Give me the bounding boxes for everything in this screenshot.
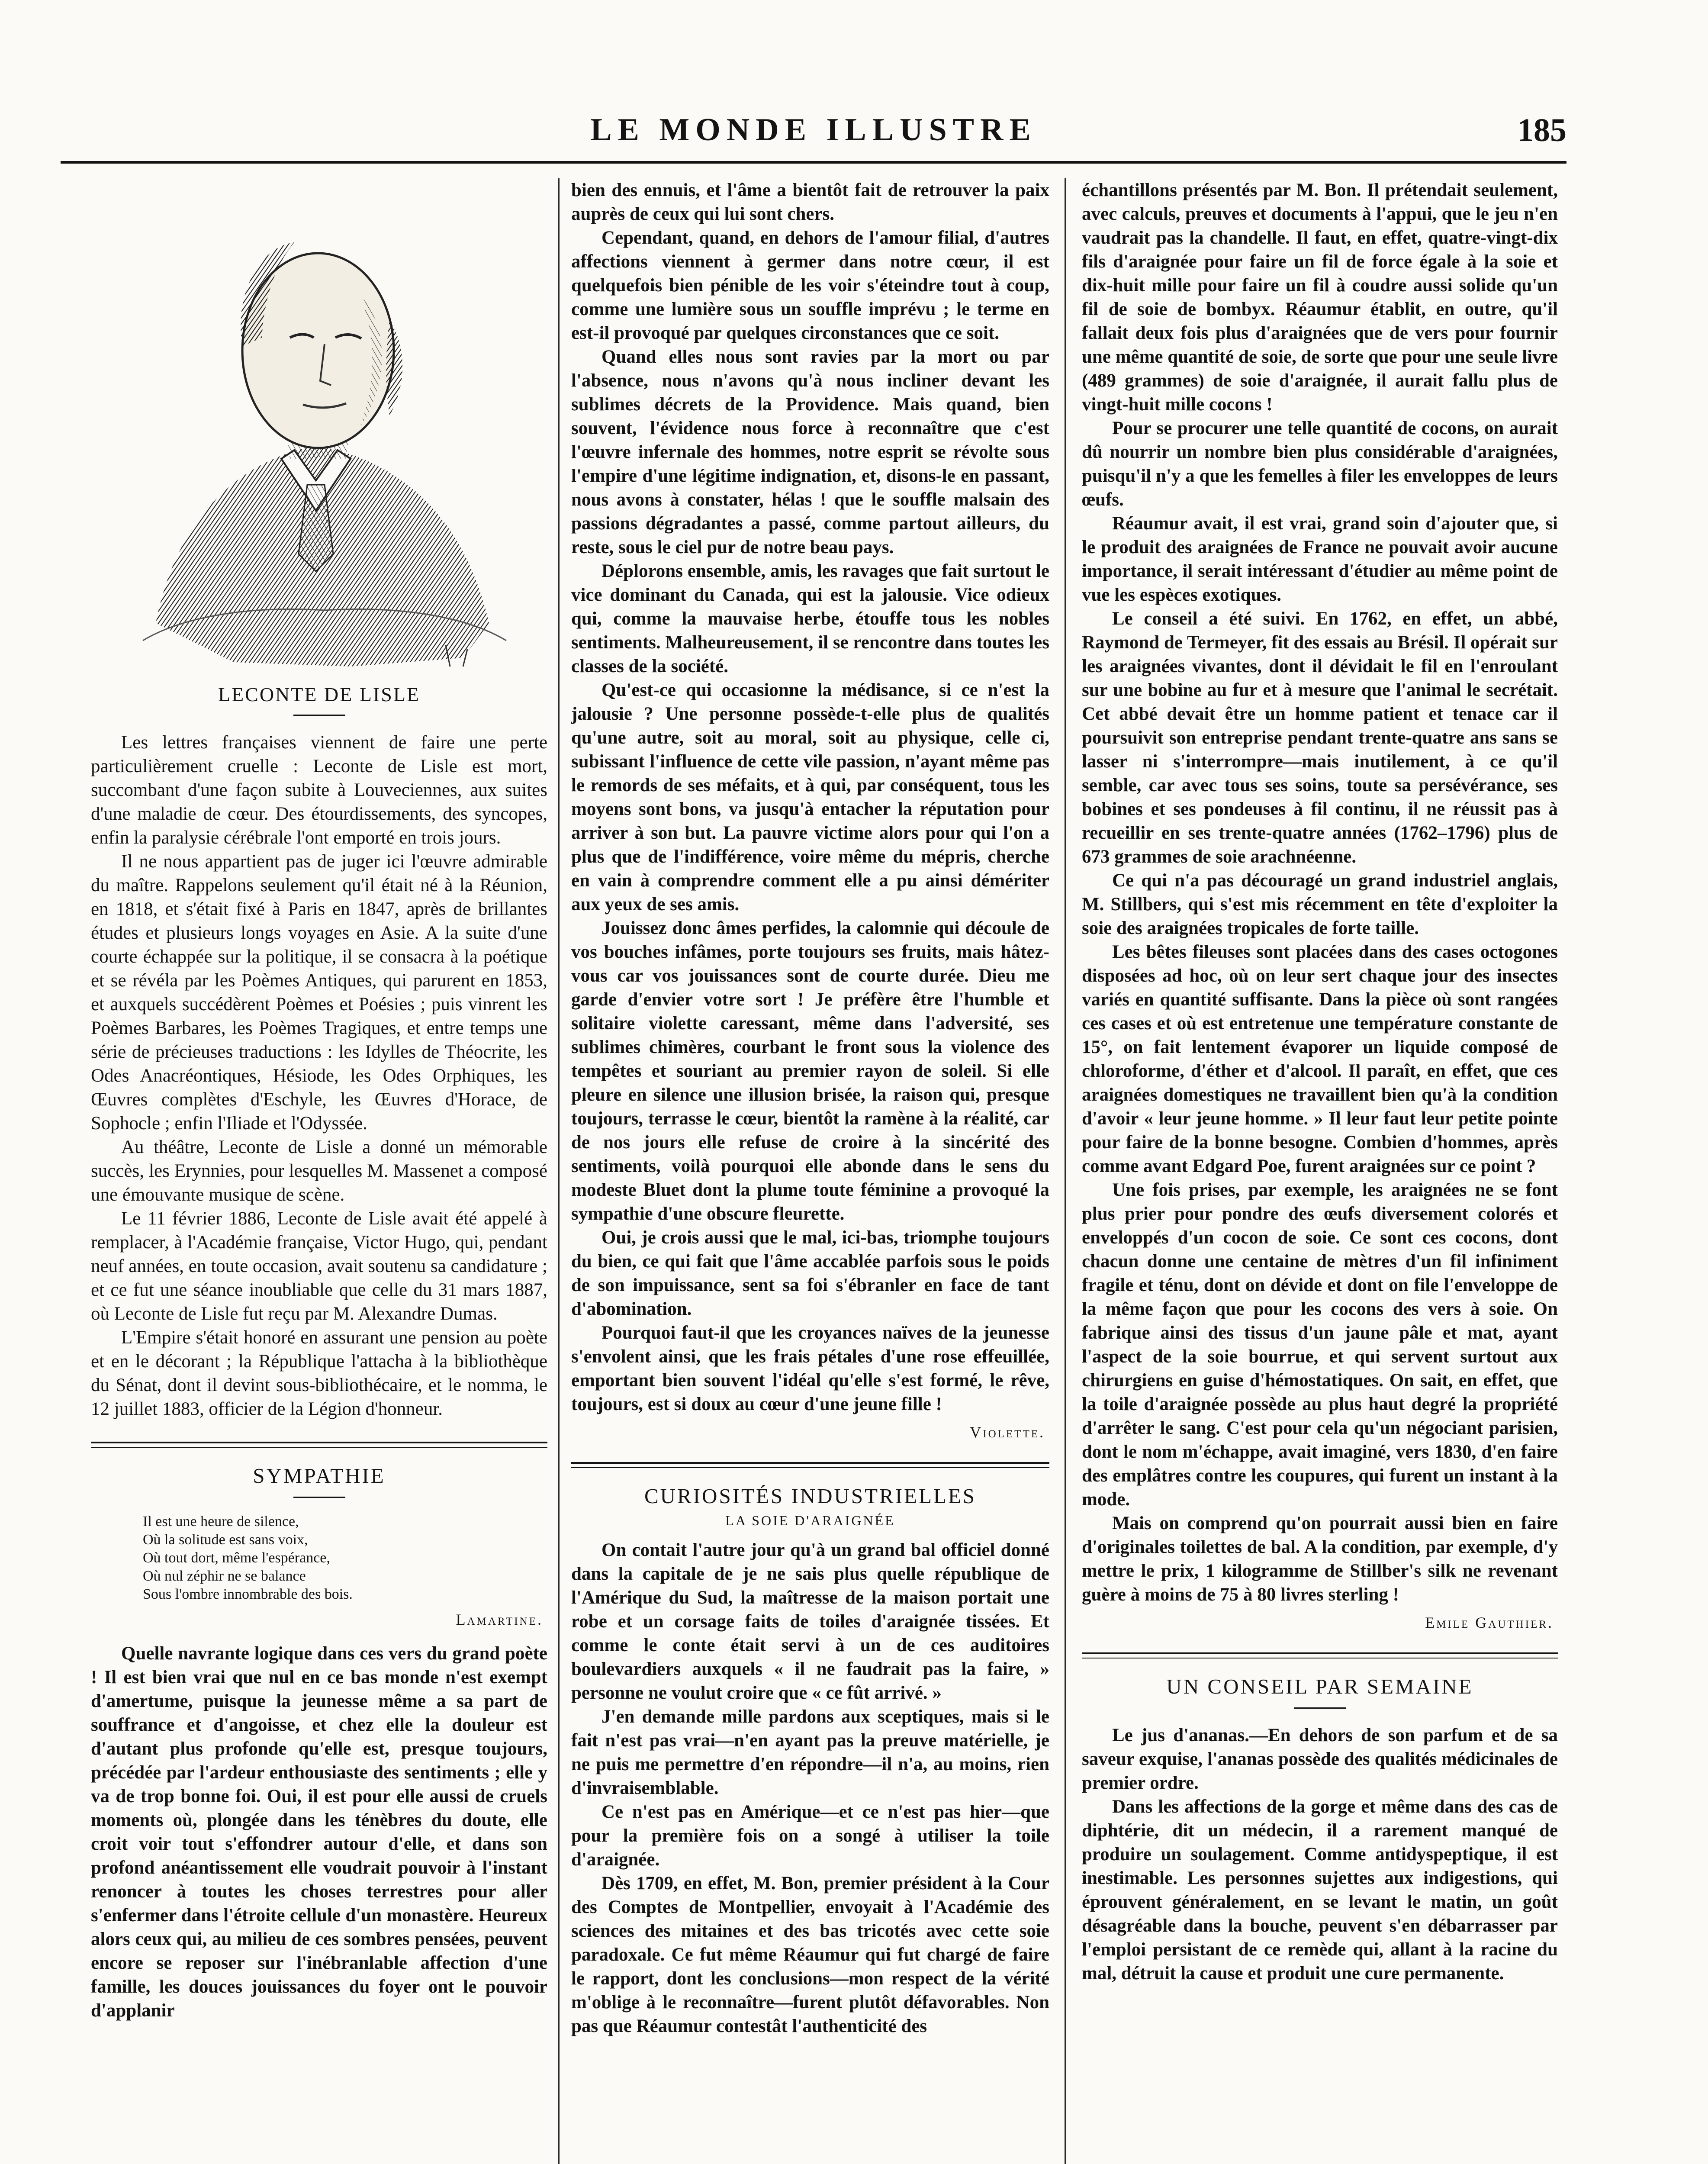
section-divider <box>571 1462 1049 1468</box>
paragraph: Mais on comprend qu'on pourrait aussi bien en faire d'originales toilettes de bal. A la condition, par exemple, d'y mettre le prix, 1 kilogramme de Stillber's silk ne revenant guère à moins de 75 à 80 livres sterling ! <box>1082 1513 1558 1605</box>
paragraph: Le conseil a été suivi. En 1762, en effet, un abbé, Raymond de Termeyer, fit des essais au Brésil. Il opérait sur les araignées vivantes, dont il dévidait le fil en l'enroulant sur une bobine au fur et à mesure que l'animal le secrétait. Cet abbé devait être un homme patient et tenace car il poursuivit son entreprise pendant trente-quatre ans sans se lasser ni s'interrompre—mais inutilement, à ce qu'il semble, car avec tous ses soins, toute sa persévérance, ses bobines et ses pondeuses à fil continu, il ne réussit pas à recueillir en ses trente-quatre années (1762–1796) plus de 673 grammes de soie arachnéenne. <box>1082 609 1558 867</box>
poem-line: Où tout dort, même l'espérance, <box>143 1550 330 1566</box>
paragraph: Quand elles nous sont ravies par la mort ou par l'absence, nous n'avons qu'à nous incliner devant les sublimes décrets de la Providence. Mais quand, bien souvent, l'évidence nous force à reconnaître que c'est l'œuvre infernale des hommes, notre esprit se révolte sous l'empire d'une légitime indignation, et, disons-le en passant, nous avons à constater, hélas ! que le souffle malsain des passions dégradantes a passé, comme partout ailleurs, du reste, sous le ciel pur de notre beau pays. <box>571 347 1049 557</box>
paragraph: bien des ennuis, et l'âme a bientôt fait de retrouver la paix auprès de ceux qui lui sont chers. <box>571 180 1049 224</box>
page-number: 185 <box>1517 112 1566 148</box>
paragraph: Au théâtre, Leconte de Lisle a donné un mémorable succès, les Erynnies, pour lesquelles M. Massenet a composé une émouvante musique de scène. <box>91 1137 547 1205</box>
curiosites-article <box>571 1538 1049 2038</box>
paragraph: Les lettres françaises viennent de faire une perte particulièrement cruelle : Leconte de Lisle est mort, succombant d'une façon subite à Louveciennes, aux suites d'une maladie de cœur. Des étourdissements, des syncopes, enfin la paralysie cérébrale l'ont emporté en trois jours. <box>91 732 547 848</box>
paragraph: Pour se procurer une telle quantité de cocons, on aurait dû nourrir un nombre bien plus considérable d'araignées, puisqu'il n'y a que les femelles à filer les enveloppes de leurs œufs. <box>1082 418 1558 510</box>
article-signature: Violette. <box>970 1423 1045 1441</box>
paragraph: Oui, je crois aussi que le mal, ici-bas, triomphe toujours du bien, ce qui fait que l'âme accablée parfois sous le poids de son impuissance, sent sa foi s'ébranler en face de tant d'abomination. <box>571 1227 1049 1319</box>
paragraph: Dans les affections de la gorge et même dans des cas de diphtérie, dit un médecin, il a rarement manqué de produire un soulagement. Comme antidyspeptique, il est inestimable. Les personnes sujettes aux indigestions, qui éprouvent généralement, en se levant le matin, un goût désagréable dans la bouche, peuvent s'en débarrasser par l'emploi persistant de ce remède qui, allant à la racine du mal, détruit la cause et produit une cure permanente. <box>1082 1797 1558 1984</box>
sympathie-title: SYMPATHIE <box>253 1464 386 1488</box>
short-rule <box>1294 1707 1346 1709</box>
paragraph: Quelle navrante logique dans ces vers du grand poète ! Il est bien vrai que nul en ce bas monde n'est exempt d'amertume, puisque la jeunesse même a sa part de souffrance et d'angoisse, et chez elle la douleur est d'autant plus profonde qu'elle est, presque toujours, précédée par l'ardeur enthousiaste des sentiments ; elle y va de trop bonne foi. Oui, il est pour elle aussi de cruels moments où, plongée dans les ténèbres du doute, elle croit voir tout s'effondrer autour d'elle, et dans son profond anéantissement elle voudrait pouvoir à l'instant renoncer à toutes les choses terrestres pour aller s'enfermer dans l'étroite cellule d'un monastère. Heureux alors ceux qui, au milieu de ces sombres pensées, peuvent encore se reposer sur l'inébranlable affection d'une famille, les douces jouissances du foyer ont le pouvoir d'applanir <box>91 1643 547 2021</box>
section-divider <box>91 1442 547 1448</box>
paragraph: Le 11 février 1886, Leconte de Lisle avait été appelé à remplacer, à l'Académie française, Victor Hugo, qui, pendant neuf années, en toute occasion, avait soutenu sa candidature ; et ce fut une séance inoubliable que celle du 31 mars 1887, où Leconte de Lisle fut reçu par M. Alexandre Dumas. <box>91 1208 547 1324</box>
curiosites-title: CURIOSITÉS INDUSTRIELLES <box>644 1484 977 1508</box>
paragraph: Les bêtes fileuses sont placées dans des cases octogones disposées ad hoc, où on leur sert chaque jour des insectes variés en quantité suffisante. Dans la pièce où sont rangées ces cases et où est entretenue une température constante de 15°, on fait lentement évaporer un liquide composé de chloroforme, d'éther et d'alcool. Il paraît, en effet, que ces araignées domestiques ne travaillent bien qu'à la condition d'avoir « leur jeune homme. » Il leur faut leur petite pointe pour faire de la bonne besogne. Combien d'hommes, après comme avant Edgard Poe, furent araignées sur ce point ? <box>1082 942 1558 1176</box>
column-3 <box>1082 178 1558 2164</box>
paragraph: Une fois prises, par exemple, les araignées ne se font plus prier pour pondre des œufs diversement colorés et enveloppés d'un cocon de soie. Ce sont ces cocons, dont chacun donne une centaine de mètres d'un fil infiniment fragile et ténu, dont on dévide et dont on file l'enveloppe de la même façon que pour les cocons des vers à soie. On fabrique ainsi des tissus d'un jaune pâle et mat, ayant l'aspect de la soie bourrue, et qui servent surtout aux chirurgiens en guise d'hémostatiques. On sait, en effet, que la toile d'araignée possède au plus haut degré la propriété d'arrêter le sang. C'est pour cela qu'un négociant parisien, dont le nom m'échappe, avait imaginé, vers 1830, d'en faire des emplâtres contre les coupures, qui furent un instant à la mode. <box>1082 1180 1558 1510</box>
paragraph: L'Empire s'était honoré en assurant une pension au poète et en le décorant ; la République l'attacha à la bibliothèque du Sénat, dont il devint sous-bibliothécaire, et le nomma, le 12 juillet 1883, officier de la Légion d'honneur. <box>91 1327 547 1419</box>
epigraph-poem <box>143 1513 547 1604</box>
column-divider <box>1065 178 1066 2164</box>
curiosites-subtitle: LA SOIE D'ARAIGNÉE <box>725 1513 895 1528</box>
paragraph: Ce qui n'a pas découragé un grand industriel anglais, M. Stillbers, qui s'est mis récemment en tête d'exploiter la soie des araignées tropicales de forte taille. <box>1082 870 1558 938</box>
paragraph: Réaumur avait, il est vrai, grand soin d'ajouter que, si le produit des araignées de France ne pouvait avoir aucune importance, il serait intéressant d'étudier au même point de vue les espèces exotiques. <box>1082 513 1558 605</box>
curiosites-article-continued <box>1082 178 1558 1607</box>
paragraph: Déplorons ensemble, amis, les ravages que fait surtout le vice dominant du Canada, qui est la jalousie. Vice odieux qui, comme la mauvaise herbe, étouffe tous les nobles sentiments. Malheureusement, il se rencontre dans toutes les classes de la société. <box>571 561 1049 676</box>
poem-signature: Lamartine. <box>456 1611 543 1628</box>
paragraph: J'en demande mille pardons aux sceptiques, mais si le fait n'est pas vrai—n'en ayant pas la preuve matérielle, je ne puis me permettre d'en répondre—il n'a, au moins, rien d'invraisemblable. <box>571 1707 1049 1798</box>
section-divider <box>1082 1652 1558 1658</box>
paragraph: Il ne nous appartient pas de juger ici l'œuvre admirable du maître. Rappelons seulement qu'il était né à la Réunion, en 1818, et s'était fixé à Paris en 1847, après de brillantes études et plusieurs longs voyages en Asie. A la suite d'une courte échappée sur la politique, il se consacra à la poétique et se révéla par les Poèmes Antiques, qui parurent en 1853, et auxquels succédèrent Poèmes et Poésies ; puis vinrent les Poèmes Barbares, les Poèmes Tragiques, et entre temps une série de précieuses traductions : les Idylles de Théocrite, les Odes Anacréontiques, Hésiode, les Odes Orphiques, les Œuvres complètes d'Eschyle, les Œuvres d'Horace, de Sophocle ; enfin l'Iliade et l'Odyssée. <box>91 851 547 1134</box>
sympathie-article <box>91 1642 547 2022</box>
paragraph: échantillons présentés par M. Bon. Il prétendait seulement, avec calculs, preuves et documents à l'appui, que le jeu n'en vaudrait pas la chandelle. Il faut, en effet, quatre-vingt-dix fils d'araignée pour faire un fil de force égale à la soie et dix-huit mille pour faire un fil à coudre aussi solide qu'un fil de soie de bombyx. Réaumur établit, en outre, qu'il fallait deux fois plus d'araignées que de vers pour fournir une même quantité de soie, de sorte que pour une seule livre (489 grammes) de soie d'araignée, il aurait fallu plus de vingt-huit mille cocons ! <box>1082 180 1558 415</box>
conseil-title: UN CONSEIL PAR SEMAINE <box>1166 1675 1473 1698</box>
poem-line: Il est une heure de silence, <box>143 1514 299 1530</box>
portrait-caption: LECONTE DE LISLE <box>218 683 421 705</box>
header-rule <box>61 161 1566 164</box>
conseil-article <box>1082 1723 1558 1985</box>
article-signature: Emile Gauthier. <box>1425 1614 1554 1631</box>
column-divider <box>558 178 560 2164</box>
column-1 <box>91 178 547 2164</box>
obituary-article <box>91 731 547 1421</box>
paragraph: Le jus d'ananas.—En dehors de son parfum et de sa saveur exquise, l'ananas possède des qualités médicinales de premier ordre. <box>1082 1725 1558 1793</box>
column-2 <box>571 178 1049 2164</box>
poem-line: Où nul zéphir ne se balance <box>143 1568 306 1584</box>
paragraph: Qu'est-ce qui occasionne la médisance, si ce n'est la jalousie ? Une personne possède-t-elle plus de qualités qu'une autre, soit au moral, soit au physique, celle ci, subissant l'influence de cette vile passion, n'ayant même pas le remords de ses méfaits, et à qui, par conséquent, tous les moyens sont bons, va jusqu'à entacher la réputation pour arriver à son but. La pauvre victime alors pour qui l'on a plus que de l'indifférence, voire même du mépris, cherche en vain à comprendre comment elle a pu ainsi démériter aux yeux de ses amis. <box>571 680 1049 915</box>
sympathie-article-continued <box>571 178 1049 1416</box>
paragraph: Pourquoi faut-il que les croyances naïves de la jeunesse s'envolent ainsi, que les frais pétales d'une rose effeuillée, emportant bien souvent l'idéal qu'elle s'est formé, le rêve, toujours, est si doux au cœur d'une jeune fille ! <box>571 1323 1049 1414</box>
portrait-engraving <box>91 182 547 675</box>
poem-line: Sous l'ombre innombrable des bois. <box>143 1586 353 1602</box>
paragraph: On contait l'autre jour qu'à un grand bal officiel donné dans la capitale de je ne sais plus quelle république de l'Amérique du Sud, la maîtresse de la maison portait une robe et un corsage faits de toiles d'araignée tissées. Et comme le conte était servi à un de ces auditoires boulevardiers auxquels « il ne faudrait pas la faire, » personne ne voulut croire que « ce fût arrivé. » <box>571 1540 1049 1703</box>
paragraph: Ce n'est pas en Amérique—et ce n'est pas hier—que pour la première fois on a songé à utiliser la toile d'araignée. <box>571 1802 1049 1870</box>
paragraph: Jouissez donc âmes perfides, la calomnie qui découle de vos bouches infâmes, porte toujours ses fruits, mais hâtez-vous car vos jouissances sont de courte durée. Dieu me garde d'envier votre sort ! Je préfère être l'humble et solitaire violette caressant, même dans l'adversité, ses sublimes chimères, courbant le front sous la violence des tempêtes et souriant au premier rayon de soleil. Si elle pleure en silence une illusion brisée, la raison qui, presque toujours, terrasse le cœur, bientôt la ramène à la réalité, car de nos jours elle refuse de croire à la sincérité des sentiments, voilà pourquoi elle abonde dans le sens du modeste Bluet dont la plume toute féminine a provoqué la sympathie d'une obscure fleurette. <box>571 918 1049 1224</box>
short-rule <box>293 715 345 716</box>
running-title: LE MONDE ILLUSTRE <box>590 112 1037 148</box>
poem-line: Où la solitude est sans voix, <box>143 1532 308 1548</box>
paragraph: Cependant, quand, en dehors de l'amour filial, d'autres affections viennent à germer dans notre cœur, il est quelquefois bien pénible de les voir s'éteindre tout à coup, comme une lumière sous un souffle imprévu ; le terme en est-il provoqué par quelques circonstances que ce soit. <box>571 228 1049 343</box>
short-rule <box>293 1497 345 1498</box>
paragraph: Dès 1709, en effet, M. Bon, premier président à la Cour des Comptes de Montpellier, envoyait à l'Académie des sciences des mitaines et des bas tricotés avec cette soie paradoxale. Ce fut même Réaumur qui fut chargé de faire le rapport, dont les conclusions—mon respect de la vérité m'oblige à le reconnaître—furent plutôt défavorables. Non pas que Réaumur contestât l'authenticité des <box>571 1873 1049 2036</box>
page-header <box>61 112 1566 159</box>
